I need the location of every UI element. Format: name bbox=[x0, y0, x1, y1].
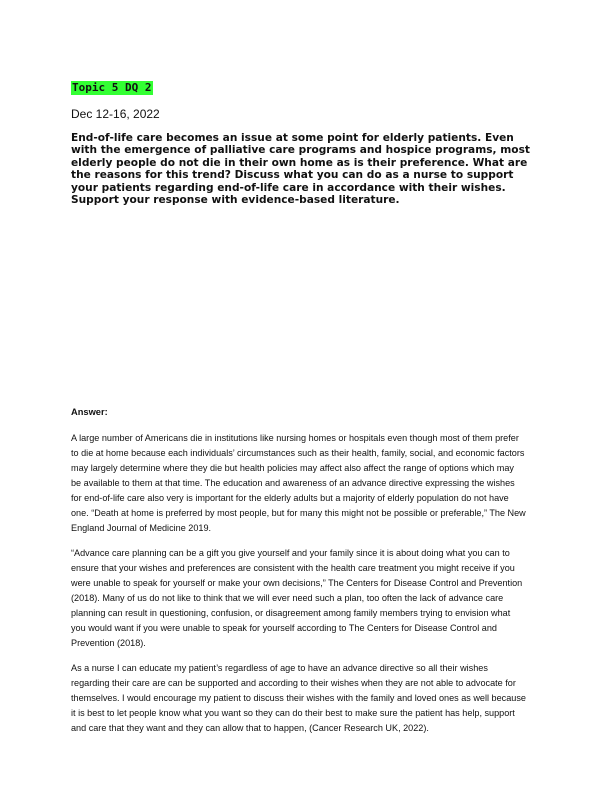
answer-paragraph: A large number of Americans die in institutions like nursing homes or hospitals even though most of them prefer to die at home because each individuals’ circumstances such as their health, family, social, and economic factors may largely determine where they die but health policies may affect also affect the range of options which may be available to them at that time. The education and awareness of an advance directive expressing the wishes for end-of-life care also very is important for the elderly adults but a majority of elderly population do not have one. “Death at home is preferred by most people, but for many this might not be possible or preferable,” The New England Journal of Medicine 2019. bbox=[71, 433, 526, 533]
answer-paragraph: As a nurse I can educate my patient’s regardless of age to have an advance directive so all their wishes regarding their care are can be supported and according to their wishes when they are not able to advocate for themselves. I would encourage my patient to discuss their wishes with the family and loved ones as well because it is best to let people know what you want so they can do their best to make sure the patient has help, support and care that they want and they can allow that to happen, (Cancer Research UK, 2022). bbox=[71, 663, 526, 733]
date-line: Dec 12-16, 2022 bbox=[71, 107, 160, 121]
discussion-question: End-of-life care becomes an issue at some point for elderly patients. Even with the emergence of palliative care programs and hospice programs, most elderly people do not die in their own home as is their preference. What are the reasons for this trend? Discuss what you can do as a nurse to support your patients regarding end-of-life care in accordance with their wishes. Support your response with evidence-based literature. bbox=[71, 132, 530, 207]
answer-body bbox=[71, 431, 526, 746]
topic-heading: Topic 5 DQ 2 bbox=[72, 81, 152, 94]
answer-label: Answer: bbox=[71, 407, 108, 417]
answer-paragraph: “Advance care planning can be a gift you give yourself and your family since it is about doing what you can to ensure that your wishes and preferences are consistent with the health care treatment you might receive if you were unable to speak for yourself or make your own decisions,” The Centers for Disease Control and Prevention (2018). Many of us do not like to think that we will ever need such a plan, too often the lack of advance care planning can result in questioning, confusion, or disagreement among family members trying to envision what you would want if you were unable to speak for yourself according to The Centers for Disease Control and Prevention (2018). bbox=[71, 548, 523, 648]
